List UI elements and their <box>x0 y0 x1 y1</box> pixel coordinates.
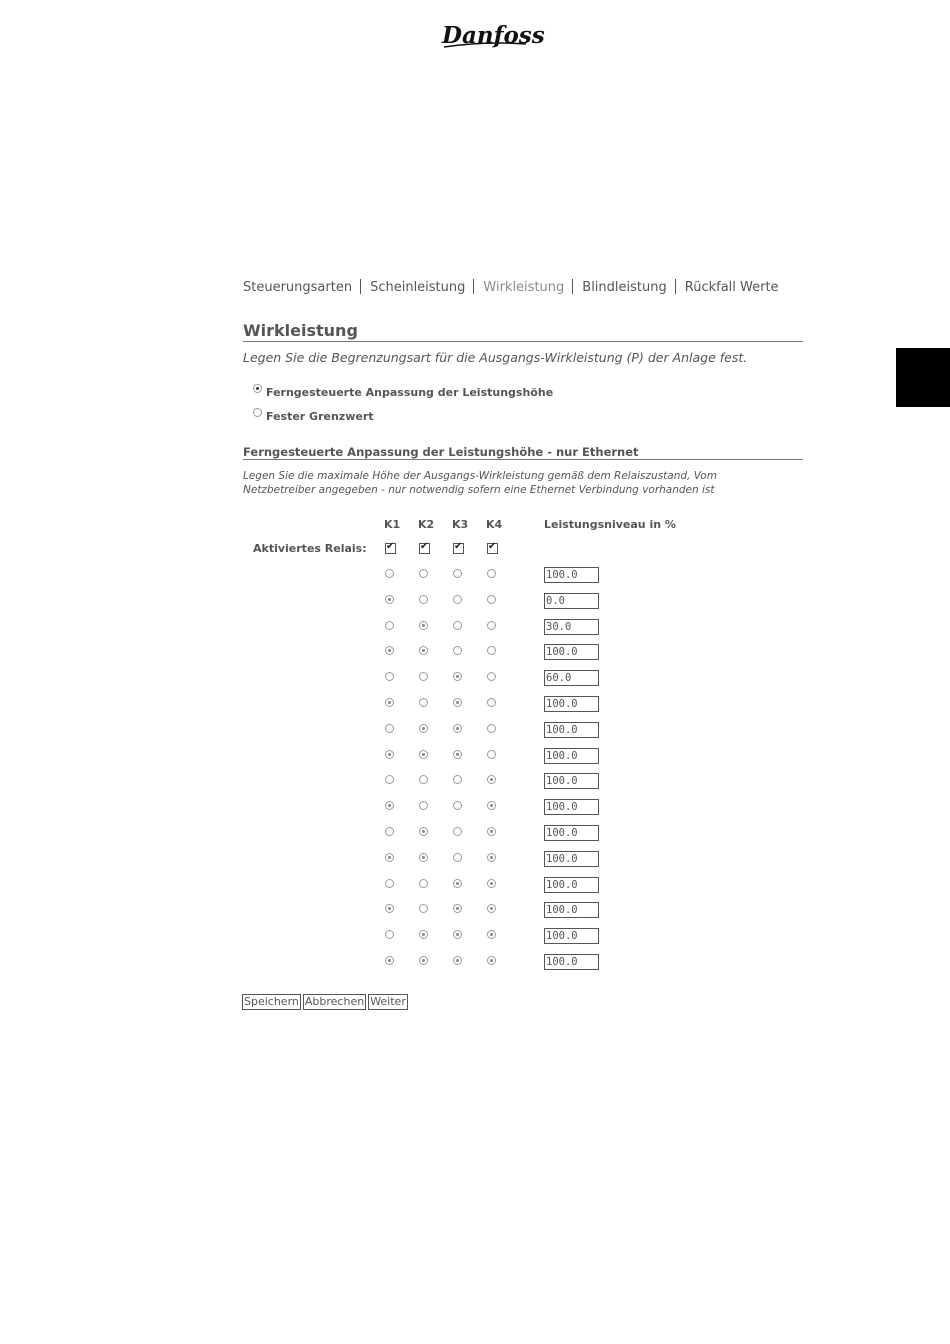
relay-state-radio-k3[interactable] <box>453 930 462 939</box>
section-title: Ferngesteuerte Anpassung der Leistungshöhe - nur Ethernet <box>243 445 803 460</box>
save-button[interactable]: Speichern <box>244 995 299 1008</box>
chapter-tab-marker <box>896 348 950 407</box>
relay-state-radio-k4[interactable] <box>487 879 496 888</box>
logo-text: Danfoss <box>442 22 545 49</box>
power-level-input[interactable] <box>544 644 599 660</box>
relay-state-radio-k1[interactable] <box>385 956 394 965</box>
relay-row <box>0 799 950 817</box>
relay-state-radio-k3[interactable] <box>453 956 462 965</box>
relay-state-radio-k4[interactable] <box>487 904 496 913</box>
relay-state-radio-k2[interactable] <box>419 646 428 655</box>
relay-row <box>0 954 950 972</box>
relay-state-radio-k3[interactable] <box>453 569 462 578</box>
relay-state-radio-k1[interactable] <box>385 646 394 655</box>
power-level-input[interactable] <box>544 619 599 635</box>
relay-row <box>0 928 950 946</box>
relay-state-radio-k2[interactable] <box>419 621 428 630</box>
relay-state-radio-k4[interactable] <box>487 621 496 630</box>
relay-row <box>0 619 950 637</box>
relay-state-radio-k1[interactable] <box>385 801 394 810</box>
relay-state-radio-k3[interactable] <box>453 724 462 733</box>
activated-relay-checkbox-k3[interactable] <box>453 543 464 554</box>
activated-relay-checkbox-k1[interactable] <box>385 543 396 554</box>
relay-state-radio-k2[interactable] <box>419 956 428 965</box>
relay-state-radio-k1[interactable] <box>385 724 394 733</box>
power-level-input[interactable] <box>544 851 599 867</box>
relay-state-radio-k3[interactable] <box>453 775 462 784</box>
header-k1: K1 <box>384 518 401 531</box>
header-k4: K4 <box>486 518 503 531</box>
relay-state-radio-k4[interactable] <box>487 646 496 655</box>
power-level-input[interactable] <box>544 877 599 893</box>
mode-fixed-label: Fester Grenzwert <box>266 410 374 423</box>
nav-separator <box>473 279 474 294</box>
relay-state-radio-k2[interactable] <box>419 750 428 759</box>
relay-state-radio-k4[interactable] <box>487 930 496 939</box>
relay-state-radio-k1[interactable] <box>385 775 394 784</box>
page-title: Wirkleistung <box>243 321 803 342</box>
relay-state-radio-k1[interactable] <box>385 930 394 939</box>
nav-item-rueckfall-werte[interactable]: Rückfall Werte <box>684 280 779 295</box>
power-level-input[interactable] <box>544 593 599 609</box>
power-level-input[interactable] <box>544 722 599 738</box>
mode-remote-radio[interactable] <box>253 384 262 393</box>
relay-row <box>0 902 950 920</box>
relay-state-radio-k2[interactable] <box>419 724 428 733</box>
power-level-input[interactable] <box>544 799 599 815</box>
relay-state-radio-k4[interactable] <box>487 672 496 681</box>
relay-state-radio-k3[interactable] <box>453 698 462 707</box>
relay-state-radio-k2[interactable] <box>419 775 428 784</box>
relay-state-radio-k4[interactable] <box>487 724 496 733</box>
relay-state-radio-k4[interactable] <box>487 853 496 862</box>
relay-state-radio-k1[interactable] <box>385 879 394 888</box>
relay-state-radio-k4[interactable] <box>487 956 496 965</box>
relay-row <box>0 825 950 843</box>
header-k2: K2 <box>418 518 435 531</box>
relay-state-radio-k2[interactable] <box>419 595 428 604</box>
relay-state-radio-k2[interactable] <box>419 801 428 810</box>
power-level-input[interactable] <box>544 670 599 686</box>
nav-item-steuerungsarten[interactable]: Steuerungsarten <box>243 280 353 295</box>
relay-row <box>0 644 950 662</box>
action-bar <box>242 990 410 1010</box>
relay-state-radio-k2[interactable] <box>419 904 428 913</box>
relay-state-radio-k1[interactable] <box>385 569 394 578</box>
section-description-line: Netzbetreiber angegeben - nur notwendig sofern eine Ethernet Verbindung vorhanden ist <box>243 484 715 496</box>
cancel-button[interactable]: Abbrechen <box>304 995 365 1008</box>
nav-item-scheinleistung[interactable]: Scheinleistung <box>370 280 466 295</box>
relay-state-radio-k1[interactable] <box>385 672 394 681</box>
power-level-input[interactable] <box>544 748 599 764</box>
relay-state-radio-k1[interactable] <box>385 750 394 759</box>
next-button[interactable]: Weiter <box>370 995 406 1008</box>
relay-state-radio-k4[interactable] <box>487 569 496 578</box>
mode-fixed-radio[interactable] <box>253 408 262 417</box>
relay-state-radio-k3[interactable] <box>453 750 462 759</box>
power-level-input[interactable] <box>544 567 599 583</box>
power-level-input[interactable] <box>544 928 599 944</box>
relay-state-radio-k1[interactable] <box>385 595 394 604</box>
power-level-input[interactable] <box>544 773 599 789</box>
check-icon: ✔ <box>488 541 497 552</box>
check-icon: ✔ <box>386 541 395 552</box>
activated-relay-checkbox-k2[interactable] <box>419 543 430 554</box>
relay-state-radio-k4[interactable] <box>487 775 496 784</box>
nav-item-blindleistung[interactable]: Blindleistung <box>582 280 667 295</box>
relay-row <box>0 567 950 585</box>
relay-state-radio-k1[interactable] <box>385 827 394 836</box>
nav-separator <box>572 279 573 294</box>
power-level-input[interactable] <box>544 954 599 970</box>
relay-state-radio-k2[interactable] <box>419 827 428 836</box>
relay-state-radio-k2[interactable] <box>419 879 428 888</box>
relay-state-radio-k4[interactable] <box>487 698 496 707</box>
relay-state-radio-k4[interactable] <box>487 827 496 836</box>
relay-state-radio-k3[interactable] <box>453 621 462 630</box>
power-level-input[interactable] <box>544 825 599 841</box>
relay-state-radio-k3[interactable] <box>453 646 462 655</box>
relay-state-radio-k4[interactable] <box>487 595 496 604</box>
relay-state-radio-k1[interactable] <box>385 621 394 630</box>
danfoss-logo <box>440 14 545 52</box>
relay-state-radio-k3[interactable] <box>453 904 462 913</box>
mode-remote-label: Ferngesteuerte Anpassung der Leistungshöhe <box>266 386 554 399</box>
activated-relay-label: Aktiviertes Relais: <box>253 542 367 555</box>
relay-row <box>0 748 950 766</box>
activated-relay-checkbox-k4[interactable] <box>487 543 498 554</box>
relay-state-radio-k2[interactable] <box>419 853 428 862</box>
relay-state-radio-k3[interactable] <box>453 853 462 862</box>
mode-option-fixed[interactable] <box>253 410 374 423</box>
relay-state-radio-k2[interactable] <box>419 930 428 939</box>
check-icon: ✔ <box>454 541 463 552</box>
relay-state-radio-k3[interactable] <box>453 801 462 810</box>
relay-state-radio-k1[interactable] <box>385 904 394 913</box>
relay-state-radio-k4[interactable] <box>487 750 496 759</box>
relay-row <box>0 593 950 611</box>
nav-separator <box>360 279 361 294</box>
relay-row <box>0 877 950 895</box>
check-icon: ✔ <box>420 541 429 552</box>
relay-state-radio-k3[interactable] <box>453 827 462 836</box>
relay-state-radio-k1[interactable] <box>385 698 394 707</box>
relay-state-radio-k2[interactable] <box>419 672 428 681</box>
relay-state-radio-k1[interactable] <box>385 853 394 862</box>
relay-state-radio-k3[interactable] <box>453 879 462 888</box>
page-description: Legen Sie die Begrenzungsart für die Ausgangs-Wirkleistung (P) der Anlage fest. <box>243 350 748 365</box>
relay-row <box>0 722 950 740</box>
relay-state-radio-k2[interactable] <box>419 698 428 707</box>
section-nav <box>243 279 779 295</box>
mode-option-remote[interactable] <box>253 386 553 399</box>
section-description <box>243 469 823 497</box>
relay-row <box>0 670 950 688</box>
relay-row <box>0 773 950 791</box>
relay-row <box>0 696 950 714</box>
relay-state-radio-k4[interactable] <box>487 801 496 810</box>
relay-row <box>0 851 950 869</box>
header-k3: K3 <box>452 518 469 531</box>
power-level-input[interactable] <box>544 902 599 918</box>
relay-state-radio-k3[interactable] <box>453 672 462 681</box>
header-level: Leistungsniveau in % <box>544 518 676 531</box>
section-description-line: Legen Sie die maximale Höhe der Ausgangs-Wirkleistung gemäß dem Relaiszustand, Vom <box>243 470 717 482</box>
relay-state-radio-k3[interactable] <box>453 595 462 604</box>
power-level-input[interactable] <box>544 696 599 712</box>
nav-item-wirkleistung[interactable]: Wirkleistung <box>483 280 565 295</box>
relay-state-radio-k2[interactable] <box>419 569 428 578</box>
nav-separator <box>675 279 676 294</box>
